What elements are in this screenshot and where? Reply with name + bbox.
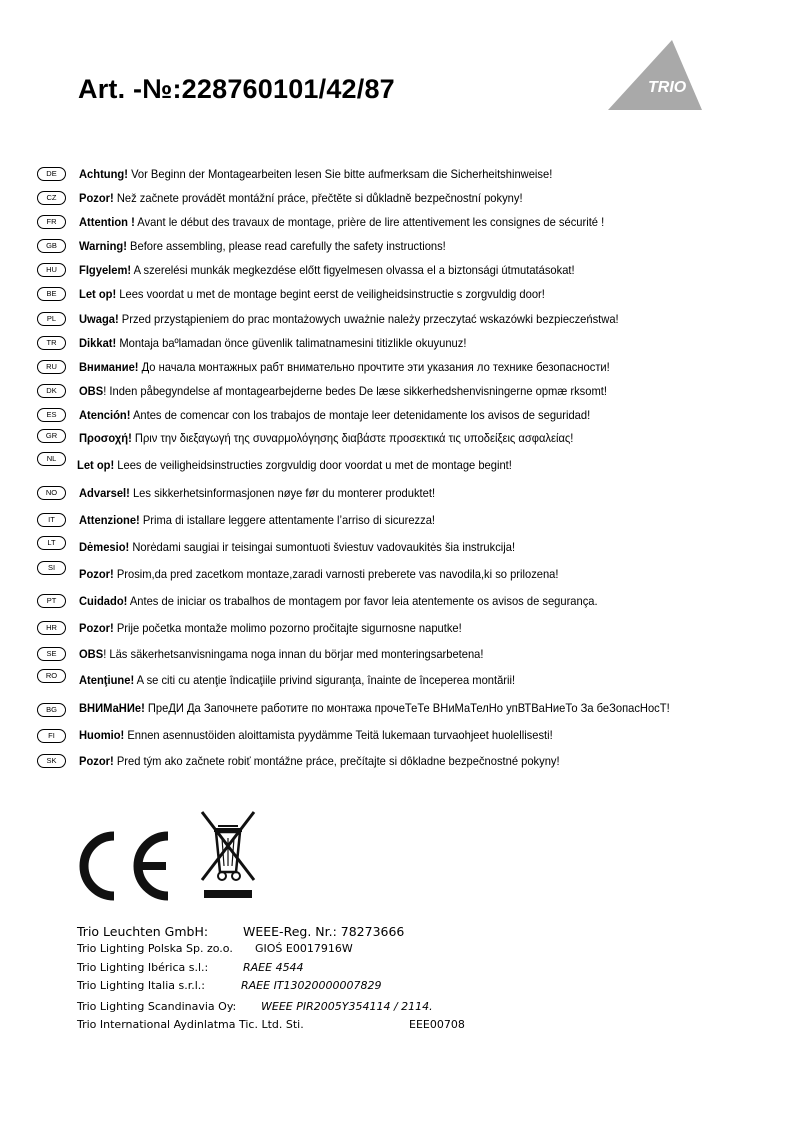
warning-text: Lees de veiligheidsinstructies zorgvuldig door voordat u met de montage begint! [114, 458, 512, 472]
warning-heading: Cuidado! [79, 594, 128, 608]
warning-heading: Let op! [79, 287, 117, 301]
country-code-badge: DE [37, 167, 66, 181]
country-code-badge: TR [37, 336, 66, 350]
country-code-badge: ES [37, 408, 66, 422]
warning-row [0, 213, 802, 233]
warning-text: До начала монтажных рабт внимательно прочтите эти указания ло технике безопасности! [138, 360, 610, 374]
warning-heading: Dėmesio! [79, 540, 130, 554]
warning-row [0, 592, 802, 612]
warning-row [0, 699, 802, 719]
country-code-badge: LT [37, 536, 66, 550]
warning-row [0, 484, 802, 504]
company-name: Trio Lighting Polska Sp. zo.o. [77, 942, 233, 955]
warning-text: Antes de iniciar os trabalhos de montagem por favor leia atentemente os avisos de segurança. [127, 594, 598, 608]
registration-number: EEE00708 [409, 1018, 465, 1031]
company-name: Trio Lighting Italia s.r.l.: [77, 979, 206, 992]
weee-crossed-bin-icon [196, 806, 260, 902]
country-code-badge: CZ [37, 191, 66, 205]
warning-row [0, 752, 802, 772]
country-code-badge: HU [37, 263, 66, 277]
warning-text: Vor Beginn der Montagearbeiten lesen Sie bitte aufmerksam die Sicherheitshinweise! [127, 167, 553, 181]
warning-text: ПреДИ Да Започнете работите по монтажа прочеТеТе ВНиМаТелНо упВТВаНиеТо За беЗопасНосТ! [144, 701, 670, 715]
registration-number: RAEE IT13020000007829 [241, 979, 382, 992]
warning-row [0, 310, 802, 330]
warning-row [0, 165, 802, 185]
warning-row [0, 382, 802, 402]
country-code-badge: SI [37, 561, 66, 575]
warning-row [0, 358, 802, 378]
warning-text: Prije početka montaže molimo pozorno pročitajte sigurnosne naputke! [113, 621, 462, 635]
warning-heading: Attention ! [79, 215, 135, 229]
warning-row [0, 334, 802, 354]
warning-text: Ennen asennustöiden aloittamista pyydämme Teitä lukemaan turvaohjeet huolellisesti! [124, 728, 553, 742]
country-code-badge: BG [37, 703, 66, 717]
warning-row [0, 261, 802, 281]
country-code-badge: SE [37, 647, 66, 661]
warning-heading: Attenzione! [79, 513, 140, 527]
warning-row [0, 645, 802, 665]
registration-number: GIOŚ E0017916W [255, 942, 353, 955]
country-code-badge: HR [37, 621, 66, 635]
warning-heading: Achtung! [79, 167, 128, 181]
country-code-badge: DK [37, 384, 66, 398]
warning-heading: Advarsel! [79, 486, 130, 500]
country-code-badge: NL [37, 452, 66, 466]
warning-text: Montaja baºlamadan önce güvenlik talimatnamesini titizlikle okuyunuz! [116, 336, 467, 350]
warning-row [0, 406, 802, 426]
warning-text: A se citi cu atenţie îndicaţiile privind siguranţa, înainte de începerea montării! [134, 673, 516, 687]
warning-text: ! Inden påbegyndelse af montagearbejderne bedes De læse sikkerhedshenvisningerne opmæ rksomt! [103, 384, 607, 398]
country-code-badge: FI [37, 729, 66, 743]
warning-heading: OBS [79, 647, 104, 661]
country-code-badge: IT [37, 513, 66, 527]
country-code-badge: RO [37, 669, 66, 683]
warning-heading: Atenţiune! [79, 673, 135, 687]
warning-row [0, 538, 802, 558]
warning-heading: Uwaga! [79, 312, 119, 326]
warning-heading: Pozor! [79, 621, 114, 635]
company-name: Trio Lighting Scandinavia Oy: [77, 1000, 237, 1013]
warning-row [0, 237, 802, 257]
warning-heading: Dikkat! [79, 336, 117, 350]
warning-text: Norėdami saugiai ir teisingai sumontuoti šviestuv vadovaukitės šia instrukcija! [129, 540, 516, 554]
warning-heading: ВНИМаНИе! [79, 701, 145, 715]
warning-row [0, 671, 802, 691]
warning-text: Prima di istallare leggere attentamente l’arriso di sicurezza! [139, 513, 436, 527]
warning-heading: Let op! [77, 458, 115, 472]
warning-text: Antes de comencar con los trabajos de montaje leer detenidamente los avisos de seguridad! [130, 408, 591, 422]
registration-number: RAEE 4544 [243, 961, 304, 974]
warning-heading: FIgyelem! [79, 263, 132, 277]
article-number-title: Art. -№:228760101/42/87 [78, 74, 395, 104]
warning-heading: Atención! [79, 408, 131, 422]
country-code-badge: BE [37, 287, 66, 301]
country-code-badge: PL [37, 312, 66, 326]
warning-text: Πριν την διεξαγωγή της συναρμολόγησης διαβάστε προσεκτικά τις υποδείξεις ασφαλείας! [131, 431, 574, 445]
country-code-badge: PT [37, 594, 66, 608]
warning-heading: Warning! [79, 239, 127, 253]
warning-text: ! Läs säkerhetsanvisningama noga innan du börjar med monteringsarbetena! [103, 647, 484, 661]
warning-row [0, 565, 802, 585]
warning-heading: Huomio! [79, 728, 125, 742]
warning-heading: Pozor! [79, 191, 114, 205]
warning-text: Pred tým ako začnete robiť montážne práce, prečítajte si dôkladne bezpečnostné pokyny! [113, 754, 560, 768]
registration-number: WEEE-Reg. Nr.: 78273666 [243, 924, 405, 939]
warning-row [0, 285, 802, 305]
country-code-badge: GR [37, 429, 66, 443]
warning-text: A szerelési munkák megkezdése előtt figyelmesen olvassa el a biztonsági útmutatásokat! [131, 263, 575, 277]
warning-text: Les sikkerhetsinformasjonen nøye før du monterer produktet! [129, 486, 436, 500]
warning-row [0, 189, 802, 209]
warning-heading: Pozor! [79, 567, 114, 581]
country-code-badge: FR [37, 215, 66, 229]
warning-text: Prosim,da pred zacetkom montaze,zaradi varnosti preberete vas navodila,ki so prilozena! [113, 567, 559, 581]
warning-heading: Pozor! [79, 754, 114, 768]
country-code-badge: GB [37, 239, 66, 253]
warning-text: Než začnete provádět montážní práce, přečtěte si důkladně bezpečnostní pokyny! [113, 191, 523, 205]
warning-heading: Внимание! [79, 360, 139, 374]
warning-text: Przed przystąpieniem do prac montażowych uważnie należy przeczytać wskazówki bezpieczeństwa! [118, 312, 619, 326]
company-name: Trio International Aydinlatma Tic. Ltd. Sti. [77, 1018, 304, 1031]
warning-row [0, 619, 802, 639]
company-name: Trio Lighting Ibérica s.l.: [77, 961, 209, 974]
warning-text: Lees voordat u met de montage begint eerst de veiligheidsinstructie s zorgvuldig door! [116, 287, 545, 301]
ce-mark-icon [74, 830, 172, 902]
country-code-badge: NO [37, 486, 66, 500]
warning-row [0, 456, 802, 476]
company-name: Trio Leuchten GmbH: [77, 924, 209, 939]
warning-row [0, 726, 802, 746]
country-code-badge: SK [37, 754, 66, 768]
trio-logo-text: TRIO [648, 79, 687, 96]
country-code-badge: RU [37, 360, 66, 374]
trio-logo [608, 40, 702, 110]
warning-heading: OBS [79, 384, 104, 398]
warning-row [0, 429, 802, 449]
registration-number: WEEE PIR2005Y354114 / 2114. [261, 1000, 433, 1013]
warning-text: Before assembling, please read carefully the safety instructions! [126, 239, 446, 253]
warning-heading: Προσοχή! [79, 431, 132, 445]
warning-text: Avant le début des travaux de montage, prière de lire attentivement les consignes de sécurité ! [134, 215, 605, 229]
warning-row [0, 511, 802, 531]
